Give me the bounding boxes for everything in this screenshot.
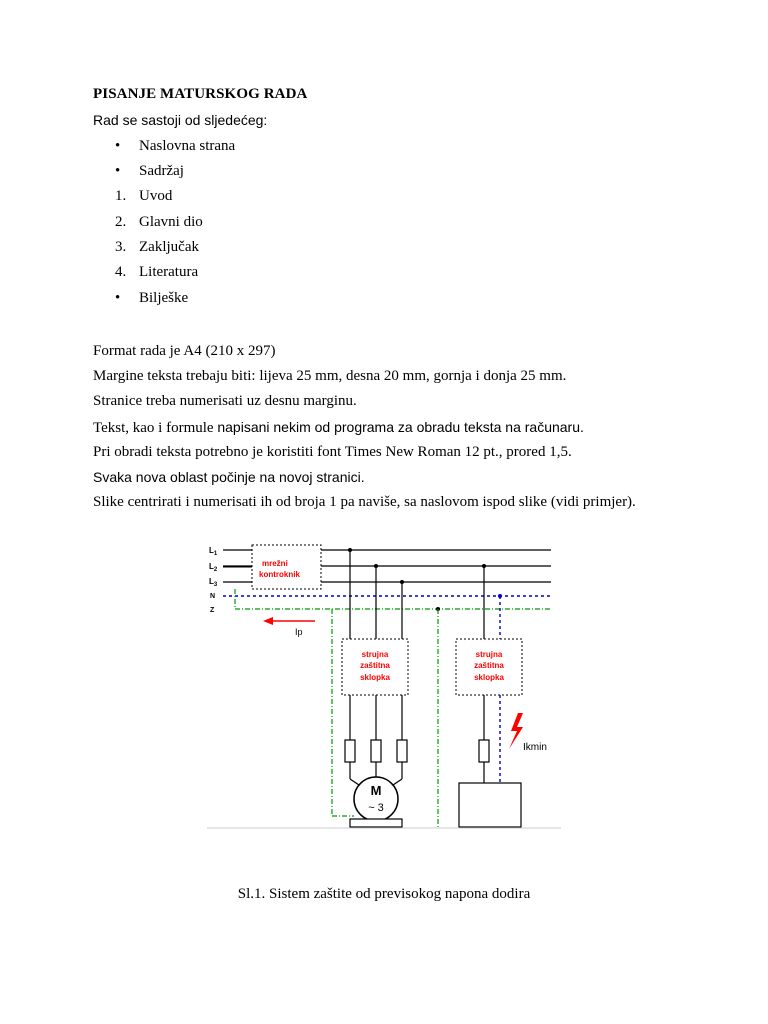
right-breaker-line1: strujna [475,650,503,659]
protection-circuit-diagram [205,535,565,835]
list-item-text: Naslovna strana [139,138,236,154]
left-breaker-line3: sklopka [360,673,390,682]
list-item-text: Zaključak [139,239,199,255]
list-marker: • [115,163,121,179]
list-marker: 4. [115,264,127,280]
paragraph: Svaka nova oblast počinje na novoj stranici. [93,468,365,485]
paragraph: Slike centrirati i numerisati ih od broja 1 pa naviše, sa naslovom ispod slike (vidi primjer). [93,494,636,511]
left-breaker-line2: zaštitna [360,661,390,670]
paragraph: Margine teksta trebaju biti: lijeva 25 mm, desna 20 mm, gornja i donja 25 mm. [93,368,567,385]
label-z: Z [210,607,215,614]
label-n: N [210,593,216,600]
body-paragraphs [93,342,636,518]
list-item [115,163,184,180]
load-box [459,783,521,827]
list-item-text: Sadržaj [139,163,184,179]
list-item [115,290,188,307]
list-marker: 1. [115,188,127,204]
list-item-text: Literatura [139,264,199,280]
ikmin-label: Ikmin [523,742,547,753]
list-item [115,239,199,256]
ip-label: Ip [295,627,303,637]
label-l3: $L_3$ [209,577,218,588]
paragraph-part: Tekst, kao i formule [93,419,218,436]
motor-base [350,819,402,827]
list-item-text: Bilješke [139,290,189,306]
ip-arrow-head [263,617,273,625]
paragraph [93,418,636,443]
monitor-label-line2: kontroknik [259,570,300,579]
junction-dots [348,548,486,611]
label-l1: $L_1$ [209,546,218,557]
lightning-icon [509,713,523,749]
list-item [115,214,203,231]
list-item-text: Glavni dio [139,214,203,230]
monitor-label-line1: mrežni [262,559,288,568]
list-marker: • [115,138,121,154]
left-fuses [345,740,407,762]
right-fuse [479,740,489,762]
line-labels [209,546,218,614]
label-l2: $L_2$ [209,562,218,573]
fuse [371,740,381,762]
intro-text: Rad se sastoji od sljedećeg: [93,112,268,128]
fuse [345,740,355,762]
left-breaker-line1: strujna [361,650,389,659]
motor-label-phase: ~ 3 [368,802,384,814]
paragraph: Stranice treba numerisati uz desnu marginu. [93,393,357,410]
paragraph-part: napisani nekim od programa za obradu teksta na računaru. [217,418,584,435]
list-item [115,188,172,205]
motor-label-m: M [370,783,382,798]
list-item-text: Uvod [139,188,173,204]
fuse [397,740,407,762]
paragraph: Pri obradi teksta potrebno je koristiti font Times New Roman 12 pt., prored 1,5. [93,443,572,460]
right-breaker-line3: sklopka [474,673,504,682]
list-item [115,264,198,281]
list-marker: • [115,290,121,306]
list-item [115,138,235,155]
right-breaker-line2: zaštitna [474,661,504,670]
list-marker: 3. [115,239,127,255]
paragraph: Format rada je A4 (210 x 297) [93,343,276,359]
list-marker: 2. [115,214,127,230]
document-title: PISANJE MATURSKOG RADA [93,86,308,102]
figure-caption: Sl.1. Sistem zaštite od previsokog napona dodira [237,886,531,902]
